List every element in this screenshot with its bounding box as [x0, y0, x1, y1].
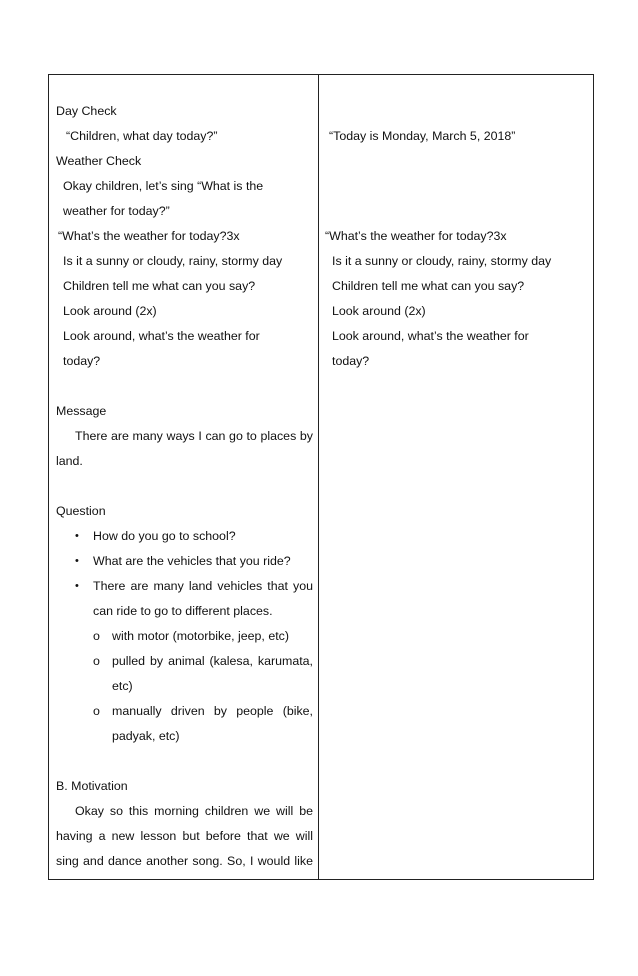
sub-bullet-marker: o: [93, 629, 100, 643]
sub-item-3: manually driven by people (bike,: [112, 704, 313, 718]
weather-check-heading: Weather Check: [56, 154, 142, 168]
bullet-item-2: What are the vehicles that you ride?: [93, 554, 291, 568]
message-line-2: land.: [56, 454, 83, 468]
right-song-line-1: “What’s the weather for today?3x: [325, 229, 507, 243]
day-check-heading: Day Check: [56, 104, 117, 118]
left-song-line-6: today?: [63, 354, 101, 368]
weather-intro-line-1: Okay children, let’s sing “What is the: [63, 179, 264, 193]
bullet-item-1: How do you go to school?: [93, 529, 236, 543]
bullet-marker: •: [75, 530, 79, 542]
sub-item-1: with motor (motorbike, jeep, etc): [112, 629, 289, 643]
left-song-line-4: Look around (2x): [63, 304, 157, 318]
right-song-line-4: Look around (2x): [332, 304, 426, 318]
motivation-line-1: Okay so this morning children we will be: [75, 804, 313, 818]
question-heading: Question: [56, 504, 106, 518]
column-divider: [318, 74, 319, 880]
motivation-heading: B. Motivation: [56, 779, 128, 793]
right-song-line-3: Children tell me what can you say?: [332, 279, 525, 293]
motivation-line-2: having a new lesson but before that we will: [56, 829, 313, 843]
left-song-line-2: Is it a sunny or cloudy, rainy, stormy day: [63, 254, 283, 268]
weather-intro-line-2: weather for today?”: [63, 204, 170, 218]
day-check-line: “Children, what day today?”: [66, 129, 218, 143]
right-song-line-5: Look around, what’s the weather for: [332, 329, 529, 343]
bullet-marker: •: [75, 555, 79, 567]
sub-item-3-continued: padyak, etc): [112, 729, 180, 743]
right-song-line-6: today?: [332, 354, 370, 368]
bullet-marker: •: [75, 580, 79, 592]
sub-item-2-continued: etc): [112, 679, 133, 693]
bullet-item-3-continued: can ride to go to different places.: [93, 604, 273, 618]
bullet-item-3: There are many land vehicles that you: [93, 579, 313, 593]
left-song-line-3: Children tell me what can you say?: [63, 279, 256, 293]
motivation-line-3: sing and dance another song. So, I would like: [56, 854, 313, 868]
right-song-line-2: Is it a sunny or cloudy, rainy, stormy day: [332, 254, 552, 268]
day-response: “Today is Monday, March 5, 2018”: [329, 129, 516, 143]
message-line-1: There are many ways I can go to places by: [75, 429, 313, 443]
sub-bullet-marker: o: [93, 654, 100, 668]
left-song-line-1: “What’s the weather for today?3x: [58, 229, 240, 243]
lesson-plan-table: [48, 74, 594, 880]
left-song-line-5: Look around, what’s the weather for: [63, 329, 260, 343]
message-heading: Message: [56, 404, 107, 418]
sub-bullet-marker: o: [93, 704, 100, 718]
sub-item-2: pulled by animal (kalesa, karumata,: [112, 654, 313, 668]
